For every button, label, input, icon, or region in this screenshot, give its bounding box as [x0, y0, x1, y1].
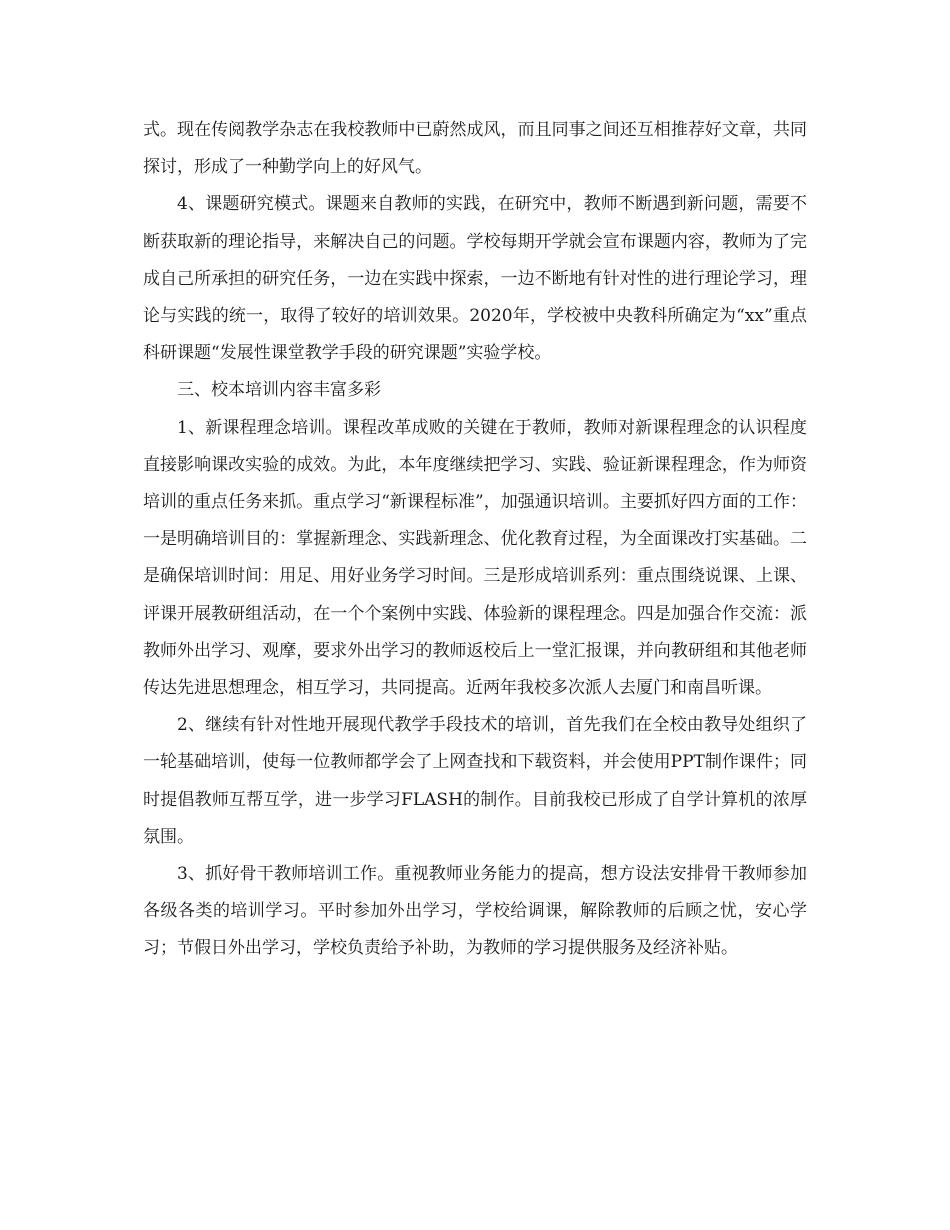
paragraph-backbone-teacher-training: 3、抓好骨干教师培训工作。重视教师业务能力的提高，想方设法安排骨干教师参加各级各类的培训学习。平时参加外出学习，学校给调课，解除教师的后顾之忧，安心学习；节假日外出学习，学校负责给予补助，为教师的学习提供服务及经济补贴。 — [143, 864, 807, 959]
paragraph-new-curriculum-training: 1、新课程理念培训。课程改革成败的关键在于教师，教师对新课程理念的认识程度直接影响课改实验的成效。为此，本年度继续把学习、实践、验证新课程理念，作为师资培训的重点任务来抓。重点学习“新课程标准”，加强通识培训。主要抓好四方面的工作：一是明确培训目的：掌握新理念、实践新理念、优化教育过程，为全面课改打实基础。二是确保培训时间：用足、用好业务学习时间。三是形成培训系列：重点围绕说课、上课、评课开展教研组活动，在一个个案例中实践、体验新的课程理念。四是加强合作交流：派教师外出学习、观摩，要求外出学习的教师返校后上一堂汇报课，并向教研组和其他老师传达先进思想理念，相互学习，共同提高。近两年我校多次派人去厦门和南昌听课。 — [143, 417, 807, 699]
paragraph-modern-teaching-tech-training: 2、继续有针对性地开展现代教学手段技术的培训，首先我们在全校由教导处组织了一轮基础培训，使每一位教师都学会了上网查找和下载资料，并会使用PPT制作课件；同时提倡教师互帮互学，进一步学习FLASH的制作。目前我校已形成了自学计算机的浓厚氛围。 — [143, 715, 807, 847]
paragraph-topic-research-mode: 4、课题研究模式。课题来自教师的实践，在研究中，教师不断遇到新问题，需要不断获取新的理论指导，来解决自己的问题。学校每期开学就会宣布课题内容，教师为了完成自己所承担的研究任务，一边在实践中探索，一边不断地有针对性的进行理论学习，理论与实践的统一，取得了较好的培训效果。2020年，学校被中央教科所确定为“xx”重点科研课题“发展性课堂教学手段的研究课题”实验学校。 — [143, 194, 807, 364]
section-heading-training-content: 三、校本培训内容丰富多彩 — [177, 380, 381, 401]
paragraph-continuation: 式。现在传阅教学杂志在我校教师中已蔚然成风，而且同事之间还互相推荐好文章，共同探讨，形成了一种勤学向上的好风气。 — [143, 120, 807, 178]
document-body — [143, 112, 807, 968]
